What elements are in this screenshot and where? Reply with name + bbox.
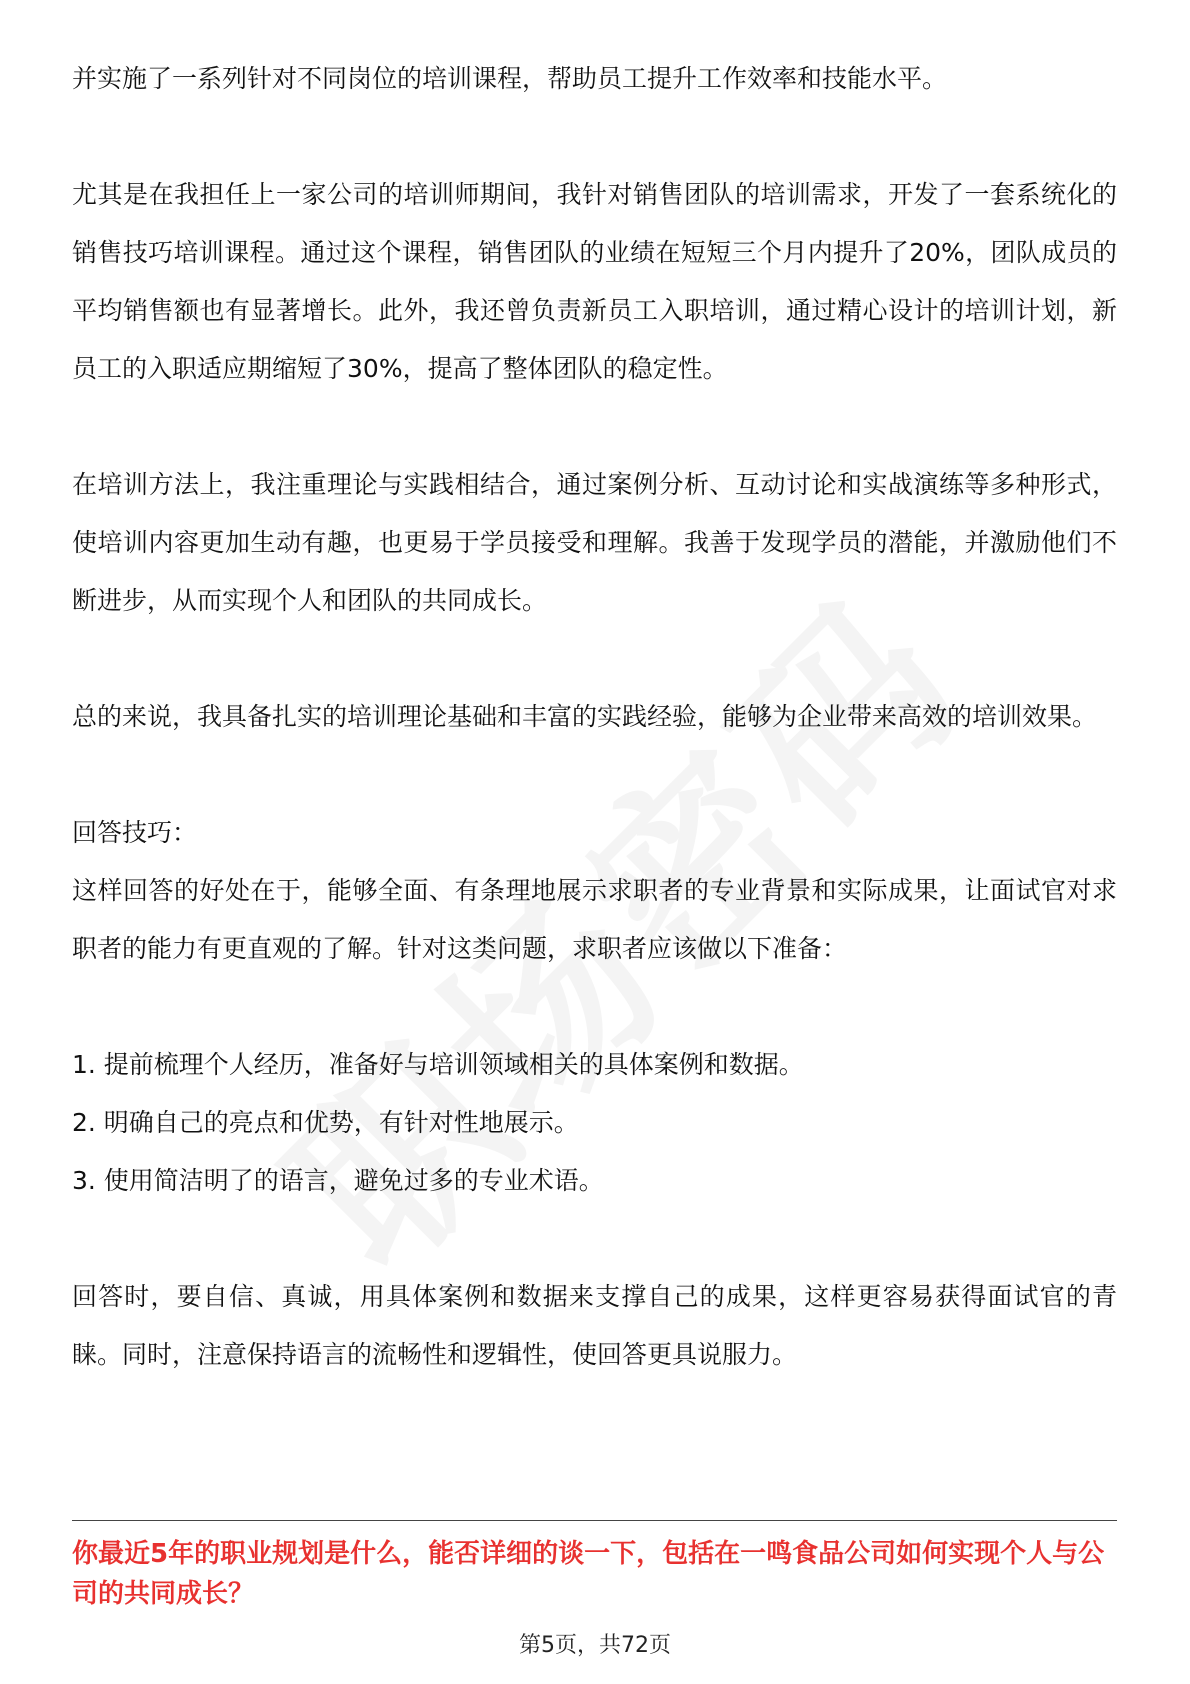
page-footer: 第5页，共72页 xyxy=(519,1633,671,1658)
list-item: 2. 明确自己的亮点和优势，有针对性地展示。 xyxy=(72,1108,579,1137)
paragraph-5: 这样回答的好处在于，能够全面、有条理地展示求职者的专业背景和实际成果，让面试官对求职者的能力有更直观的了解。针对这类问题，求职者应该做以下准备： xyxy=(72,876,1117,963)
paragraph-6: 回答时，要自信、真诚，用具体案例和数据来支撑自己的成果，这样更容易获得面试官的青睐。同时，注意保持语言的流畅性和逻辑性，使回答更具说服力。 xyxy=(72,1282,1117,1369)
paragraph-4: 总的来说，我具备扎实的培训理论基础和丰富的实践经验，能够为企业带来高效的培训效果。 xyxy=(72,702,1098,731)
tips-heading: 回答技巧： xyxy=(72,818,198,847)
next-question-heading: 你最近5年的职业规划是什么，能否详细的谈一下，包括在一鸣食品公司如何实现个人与公司的共同成长？ xyxy=(72,1539,1105,1609)
list-item: 1. 提前梳理个人经历，准备好与培训领域相关的具体案例和数据。 xyxy=(72,1050,804,1079)
preparation-list xyxy=(72,1036,1117,1210)
paragraph-1: 并实施了一系列针对不同岗位的培训课程，帮助员工提升工作效率和技能水平。 xyxy=(72,64,948,93)
section-divider xyxy=(72,1520,1117,1521)
list-item: 3. 使用简洁明了的语言，避免过多的专业术语。 xyxy=(72,1166,604,1195)
document-body xyxy=(72,50,1117,1384)
paragraph-3: 在培训方法上，我注重理论与实践相结合，通过案例分析、互动讨论和实战演练等多种形式，使培训内容更加生动有趣，也更易于学员接受和理解。我善于发现学员的潜能，并激励他们不断进步，从而实现个人和团队的共同成长。 xyxy=(72,470,1117,615)
paragraph-2: 尤其是在我担任上一家公司的培训师期间，我针对销售团队的培训需求，开发了一套系统化的销售技巧培训课程。通过这个课程，销售团队的业绩在短短三个月内提升了20%，团队成员的平均销售额也有显著增长。此外，我还曾负责新员工入职培训，通过精心设计的培训计划，新员工的入职适应期缩短了30%，提高了整体团队的稳定性。 xyxy=(72,180,1117,383)
